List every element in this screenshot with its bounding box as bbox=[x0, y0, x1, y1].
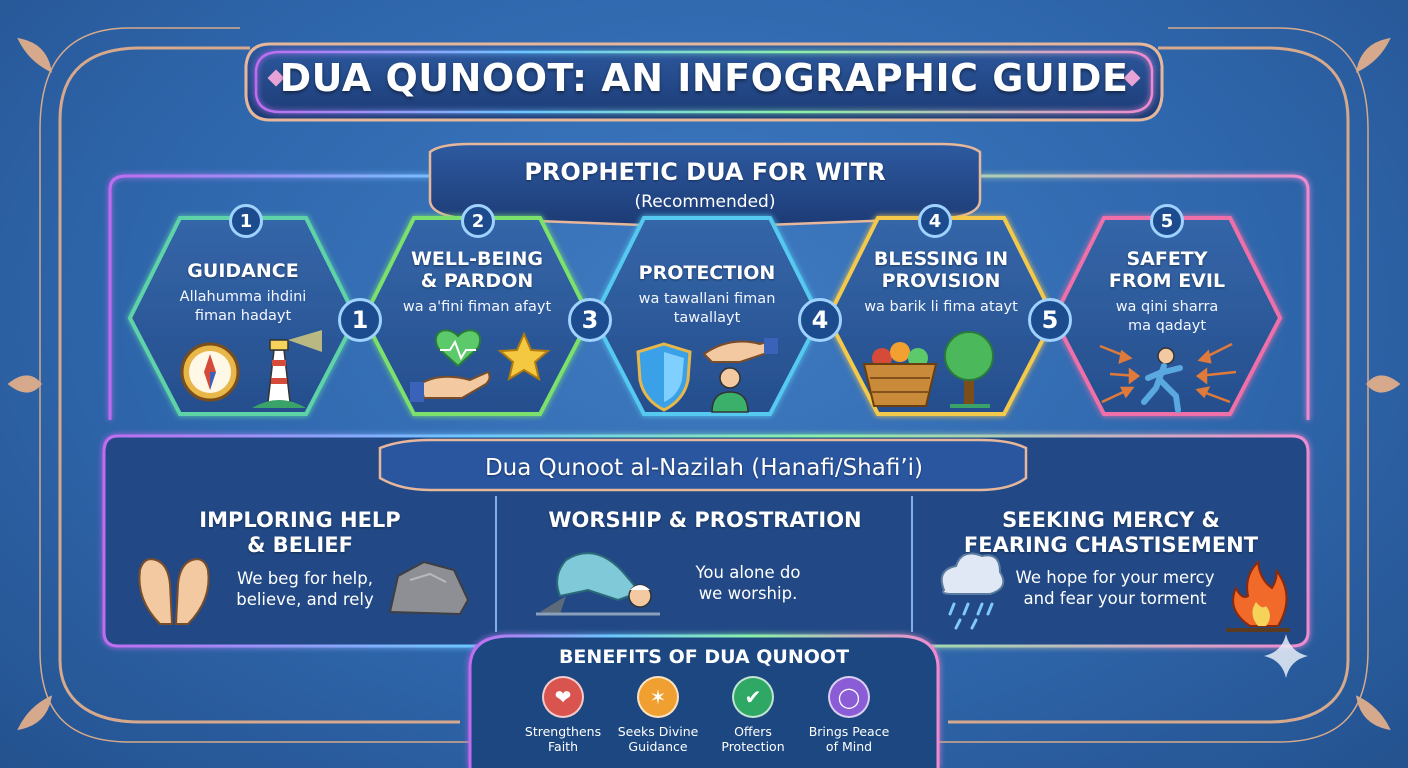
hex-translit-line: tawallayt bbox=[673, 310, 741, 326]
connector-number-badge: 3 bbox=[568, 298, 612, 342]
benefit-item bbox=[801, 676, 897, 754]
benefit-label-line: Strengthens bbox=[524, 724, 602, 739]
panel-title-mercy bbox=[926, 508, 1296, 558]
benefit-label-line: of Mind bbox=[825, 739, 873, 754]
benefit-label-line: Brings Peace bbox=[808, 724, 890, 739]
benefit-label-line: Seeks Divine bbox=[617, 724, 699, 739]
panel-title-line: & BELIEF bbox=[247, 533, 353, 557]
connector-number-badge: 5 bbox=[1028, 298, 1072, 342]
hex-title-line: WELL-BEING bbox=[410, 248, 544, 270]
benefit-label-line: Guidance bbox=[628, 739, 688, 754]
connector-number-badge: 1 bbox=[338, 298, 382, 342]
hands-light-icon: ✶ bbox=[637, 676, 679, 718]
hex-number-badge: 4 bbox=[918, 204, 952, 238]
hex-title bbox=[1067, 248, 1267, 292]
shield-check-icon: ✔ bbox=[732, 676, 774, 718]
hands-heart-icon: ❤ bbox=[542, 676, 584, 718]
benefit-label bbox=[515, 724, 611, 754]
prophetic-section-subtitle: (Recommended) bbox=[634, 192, 776, 212]
benefit-label bbox=[801, 724, 897, 754]
hex-transliteration bbox=[607, 290, 807, 328]
hex-translit-line: fiman hadayt bbox=[194, 308, 292, 324]
fruit-basket-icon bbox=[864, 342, 936, 406]
panel-text-line: and fear your torment bbox=[1023, 589, 1207, 608]
hex-title-line: SAFETY bbox=[1126, 248, 1208, 270]
panel-text-line: You alone do bbox=[695, 563, 801, 582]
hex-transliteration bbox=[841, 298, 1041, 317]
nazilah-section-title: Dua Qunoot al-Nazilah (Hanafi/Shafi’i) bbox=[484, 455, 924, 481]
panel-title-line: FEARING CHASTISEMENT bbox=[963, 533, 1259, 557]
hex-title-line: PROVISION bbox=[881, 270, 1001, 292]
panel-text-imploring bbox=[215, 568, 395, 610]
hex-title bbox=[841, 248, 1041, 292]
hex-title: GUIDANCE bbox=[187, 260, 299, 282]
hex-transliteration bbox=[1067, 298, 1267, 336]
connector-number-badge: 4 bbox=[798, 298, 842, 342]
hex-number-badge: 5 bbox=[1150, 204, 1184, 238]
hex-number-badge: 1 bbox=[229, 204, 263, 238]
benefit-item bbox=[610, 676, 706, 754]
hex-number-badge: 2 bbox=[461, 204, 495, 238]
compass-icon bbox=[182, 344, 238, 400]
head-mind-icon: ◯ bbox=[828, 676, 870, 718]
hex-translit-line: Allahumma ihdini bbox=[179, 289, 307, 305]
hex-card-protection bbox=[607, 262, 807, 328]
benefits-title: BENEFITS OF DUA QUNOOT bbox=[558, 646, 850, 668]
panel-text-worship bbox=[668, 562, 828, 604]
panel-text-line: believe, and rely bbox=[236, 590, 374, 609]
hex-title bbox=[377, 248, 577, 292]
hex-translit-line: wa a'fini fiman afayt bbox=[402, 299, 552, 315]
hex-transliteration bbox=[377, 298, 577, 317]
hex-title-line: FROM EVIL bbox=[1108, 270, 1226, 292]
panel-text-line: We beg for help, bbox=[237, 569, 373, 588]
benefit-label bbox=[705, 724, 801, 754]
hex-card-well-being bbox=[377, 248, 577, 317]
hex-title: PROTECTION bbox=[638, 262, 776, 284]
hex-transliteration bbox=[143, 288, 343, 326]
panel-title-line: WORSHIP & PROSTRATION bbox=[548, 508, 862, 532]
panel-title-worship bbox=[510, 508, 900, 533]
panel-title-imploring bbox=[150, 508, 450, 558]
hex-translit-line: wa barik li fima atayt bbox=[864, 299, 1018, 315]
benefit-item bbox=[515, 676, 611, 754]
page-title-text: DUA QUNOOT: AN INFOGRAPHIC GUIDE bbox=[279, 56, 1129, 100]
hex-card-blessing bbox=[841, 248, 1041, 317]
panel-title-line: SEEKING MERCY & bbox=[1002, 508, 1220, 532]
hex-translit-line: wa qini sharra bbox=[1115, 299, 1219, 315]
panel-title-line: IMPLORING HELP bbox=[199, 508, 401, 532]
hex-card-safety bbox=[1067, 248, 1267, 336]
page-title bbox=[240, 34, 1168, 122]
hex-translit-line: ma qadayt bbox=[1127, 318, 1207, 334]
hex-translit-line: wa tawallani fiman bbox=[638, 291, 776, 307]
benefit-label-line: Protection bbox=[721, 739, 785, 754]
benefit-label-line: Offers bbox=[734, 724, 772, 739]
panel-text-line: We hope for your mercy bbox=[1015, 568, 1215, 587]
benefit-item bbox=[705, 676, 801, 754]
hex-title-line: & PARDON bbox=[420, 270, 534, 292]
prophetic-section-title: PROPHETIC DUA FOR WITR bbox=[524, 158, 886, 186]
benefit-label bbox=[610, 724, 706, 754]
hex-card-guidance bbox=[143, 260, 343, 326]
hex-title-line: BLESSING IN bbox=[873, 248, 1009, 270]
benefit-label-line: Faith bbox=[548, 739, 578, 754]
panel-text-mercy bbox=[1002, 567, 1228, 609]
panel-text-line: we worship. bbox=[698, 584, 798, 603]
